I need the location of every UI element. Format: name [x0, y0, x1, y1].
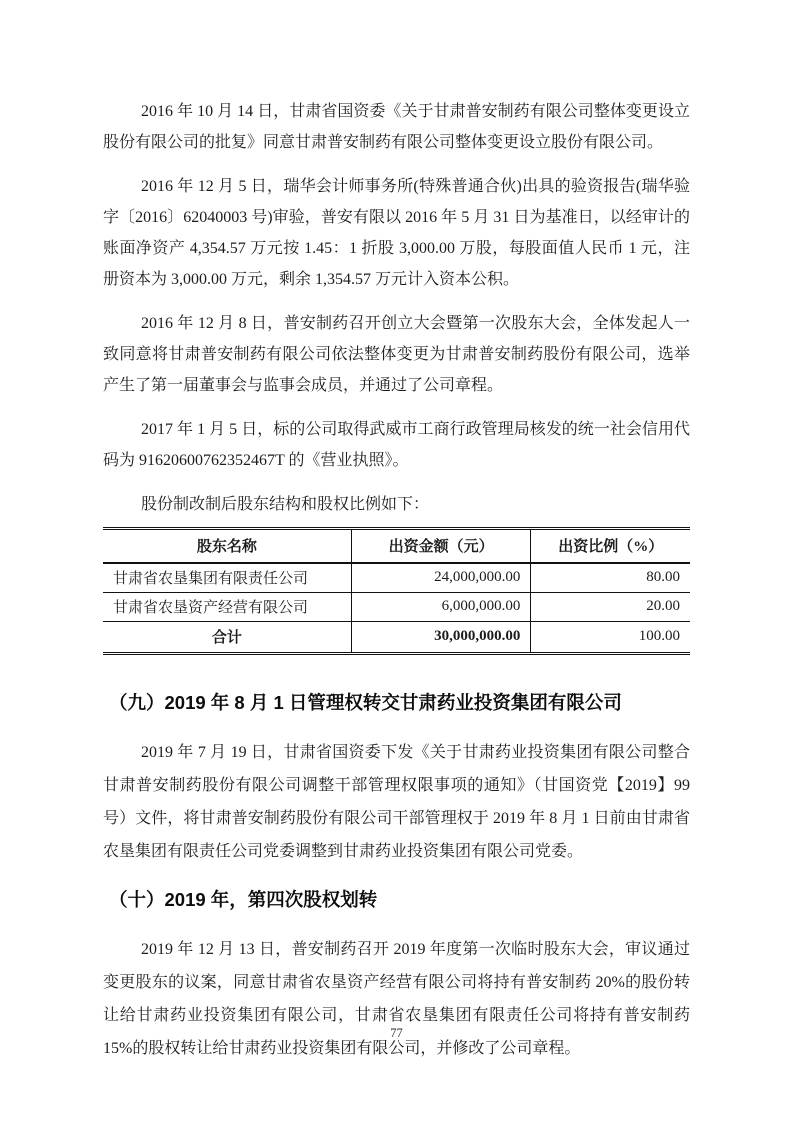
table-row [103, 593, 690, 622]
table-cell-total-amount: 30,000,000.00 [351, 622, 531, 654]
paragraph-business-license: 2017 年 1 月 5 日，标的公司取得武威市工商行政管理局核发的统一社会信用代码为 91620600762352467T 的《营业执照》。 [103, 421, 690, 469]
table-cell-total-ratio: 100.00 [531, 622, 690, 654]
paragraph-management-transfer: 2019 年 7 月 19 日，甘肃省国资委下发《关于甘肃药业投资集团有限公司整合甘肃普安制药股份有限公司调整干部管理权限事项的通知》（甘国资党【2019】99 号）文件，将甘肃普安制药股份有限公司干部管理权于 2019 年 8 月 1 日前由甘肃省农垦集团有限责任公司党委调整到甘肃药业投资集团有限公司党委。 [103, 744, 690, 860]
shareholding-table [103, 527, 690, 655]
table-row [103, 563, 690, 593]
paragraph-capital-verification: 2016 年 12 月 5 日，瑞华会计师事务所(特殊普通合伙)出具的验资报告(瑞华验字〔2016〕62040003 号)审验，普安有限以 2016 年 5 月 31 日为基准日，以经审计的账面净资产 4,354.57 万元按 1.45：1 折股 3,000.00 万股，每股面值人民币 1 元，注册资本为 3,000.00 万元，剩余 1,354.57 万元计入资本公积。 [103, 178, 690, 288]
table-cell-amount: 6,000,000.00 [351, 593, 531, 622]
table-cell-ratio: 80.00 [531, 563, 690, 593]
table-intro-line: 股份制改制后股东结构和股权比例如下： [141, 496, 430, 513]
table-cell-total-label: 合计 [103, 622, 351, 654]
paragraph-reform-approval: 2016 年 10 月 14 日，甘肃省国资委《关于甘肃普安制药有限公司整体变更设立股份有限公司的批复》同意甘肃普安制药有限公司整体变更设立股份有限公司。 [103, 103, 690, 151]
table-header-contribution-ratio: 出资比例（%） [531, 529, 690, 564]
table-cell-shareholder-name: 甘肃省农垦集团有限责任公司 [103, 563, 351, 593]
section-heading-ten: （十）2019 年，第四次股权划转 [109, 889, 378, 910]
paragraph-fourth-equity-transfer: 2019 年 12 月 13 日，普安制药召开 2019 年度第一次临时股东大会，审议通过变更股东的议案，同意甘肃省农垦资产经营有限公司将持有普安制药 20%的股份转让给甘肃药业投资集团有限公司，甘肃省农垦集团有限责任公司将持有普安制药 15%的股权转让给甘肃药业投资集团有限公司，并修改了公司章程。 [103, 941, 690, 1057]
table-cell-ratio: 20.00 [531, 593, 690, 622]
table-cell-amount: 24,000,000.00 [351, 563, 531, 593]
table-header-shareholder-name: 股东名称 [103, 529, 351, 564]
table-cell-shareholder-name: 甘肃省农垦资产经营有限公司 [103, 593, 351, 622]
spacer [103, 655, 690, 671]
table-header-row [103, 529, 690, 564]
page-number: 77 [390, 1026, 403, 1040]
table-header-contribution-amount: 出资金额（元） [351, 529, 531, 564]
paragraph-founding-meeting: 2016 年 12 月 8 日，普安制药召开创立大会暨第一次股东大会，全体发起人一致同意将甘肃普安制药有限公司依法整体变更为甘肃普安制药股份有限公司，选举产生了第一届董事会与监事会成员，并通过了公司章程。 [103, 315, 690, 394]
table-total-row [103, 622, 690, 654]
section-heading-nine: （九）2019 年 8 月 1 日管理权转交甘肃药业投资集团有限公司 [109, 692, 622, 713]
